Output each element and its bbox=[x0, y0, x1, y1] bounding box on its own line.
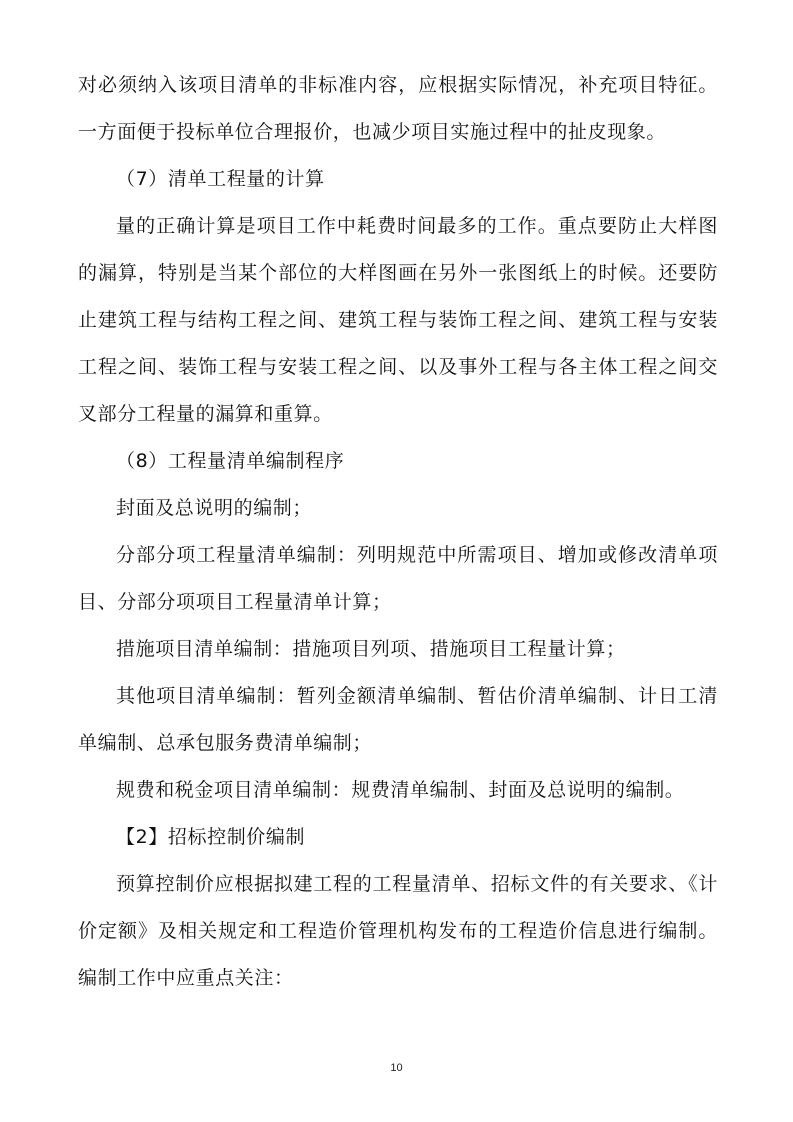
page-number: 10 bbox=[390, 1062, 403, 1074]
list-item-cover: 封面及总说明的编制； bbox=[116, 497, 313, 519]
paragraph-quantity-calculation: 量的正确计算是项目工作中耗费时间最多的工作。重点要防止大样图的漏算，特别是当某个部位的大样图画在另外一张图纸上的时候。还要防止建筑工程与结构工程之间、建筑工程与装饰工程之间、建筑工程与安装工程之间、装饰工程与安装工程之间、以及事外工程与各主体工程之间交叉部分工程量的漏算和重算。 bbox=[78, 215, 718, 425]
list-item-divisional: 分部分项工程量清单编制：列明规范中所需项目、增加或修改清单项目、分部分项项目工程量清单计算； bbox=[78, 544, 718, 613]
list-item-other: 其他项目清单编制：暂列金额清单编制、暂估价清单编制、计日工清单编制、总承包服务费清单编制； bbox=[78, 685, 718, 754]
heading-bill-procedure: （8）工程量清单编制程序 bbox=[116, 450, 345, 472]
heading-quantity-calculation: （7）清单工程量的计算 bbox=[116, 168, 325, 190]
list-item-measures: 措施项目清单编制：措施项目列项、措施项目工程量计算； bbox=[116, 638, 626, 660]
paragraph-control-price: 预算控制价应根据拟建工程的工程量清单、招标文件的有关要求、《计价定额》及相关规定和工程造价管理机构发布的工程造价信息进行编制。编制工作中应重点关注： bbox=[78, 873, 718, 989]
heading-control-price: 【2】招标控制价编制 bbox=[116, 826, 306, 848]
body-text bbox=[78, 62, 718, 1002]
paragraph-nonstandard-content: 对必须纳入该项目清单的非标准内容，应根据实际情况，补充项目特征。一方面便于投标单位合理报价，也减少项目实施过程中的扯皮现象。 bbox=[78, 74, 718, 143]
list-item-fees-taxes: 规费和税金项目清单编制：规费清单编制、封面及总说明的编制。 bbox=[116, 779, 685, 801]
